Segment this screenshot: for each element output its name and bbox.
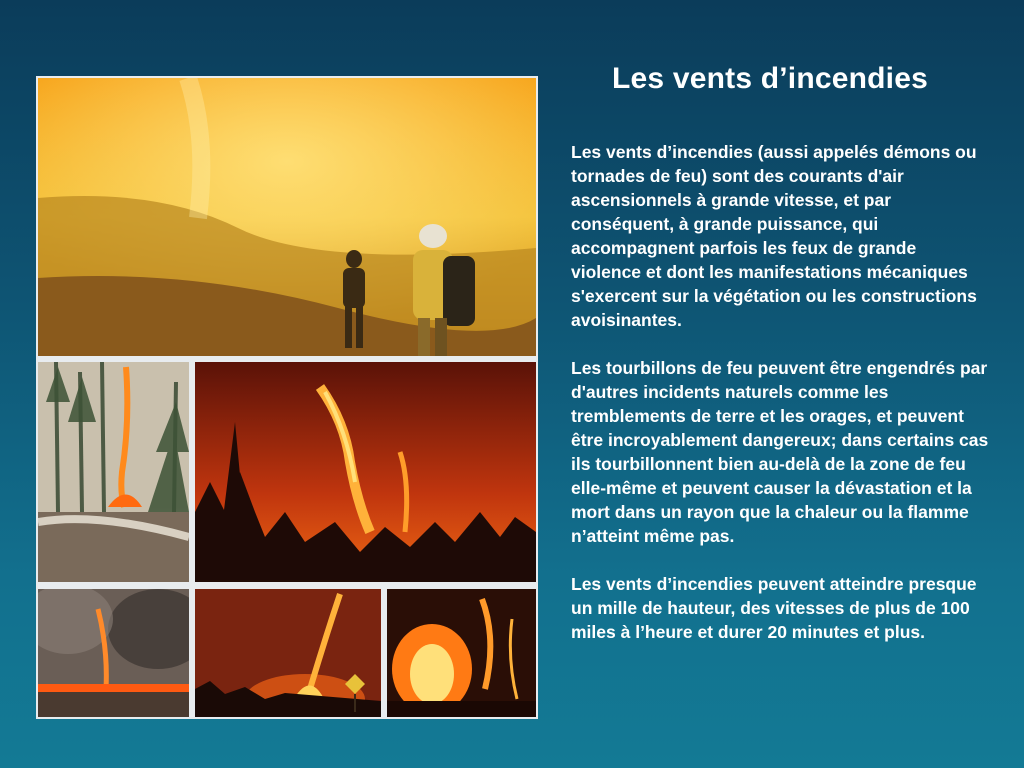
slide-title: Les vents d’incendies [612,62,928,95]
photo-firefighters-smoke [38,78,536,356]
photo-fire-tornado-night [195,362,536,582]
photo-bright-wildfire [387,589,536,717]
photo-fire-whirl-dusk [195,589,381,717]
paragraph-causes: Les tourbillons de feu peuvent être engendrés par d'autres incidents naturels comme les tremblements de terre et les orages, et peuvent être incroyablement dangereux; dans certains cas ils tourbillonnent bien au-delà de la zone de feu elle-même et peuvent causer la dévastation et la mort dans un rayon que la chaleur ou la flamme n’atteint même pas. [571,358,989,546]
slide-body [571,140,991,668]
photo-fire-whirl-forest [38,362,189,582]
paragraph-characteristics: Les vents d’incendies peuvent atteindre presque un mille de hauteur, des vitesses de plus de 100 miles à l’heure et durer 20 minutes et plus. [571,574,977,642]
paragraph-definition: Les vents d’incendies (aussi appelés démons ou tornades de feu) sont des courants d'air ascensionnels à grande vitesse, et par conséquent, à grande puissance, qui accompagnent parfois les feux de grande violence et dont les manifestations mécaniques s'exercent sur la végétation ou les constructions avoisinantes. [571,142,977,330]
photo-fire-whirl-field [38,589,189,717]
